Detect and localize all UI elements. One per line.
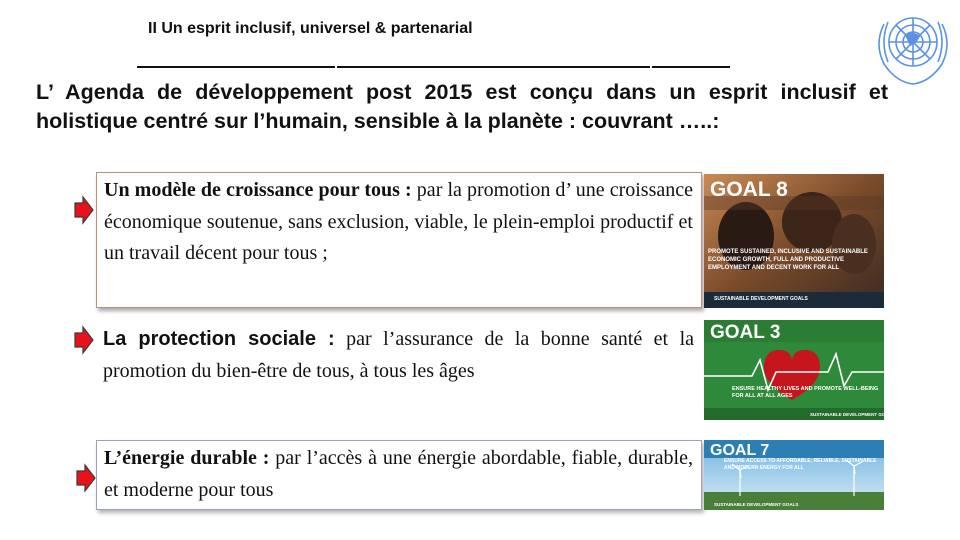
item-lead: L’énergie durable : (104, 447, 270, 469)
goal-title: GOAL 3 (710, 322, 781, 343)
list-item (96, 172, 702, 308)
section-title: II Un esprit inclusif, universel & partenarial (148, 20, 473, 37)
arrow-right-icon (76, 464, 96, 492)
sdg-goal-7-image (704, 440, 884, 510)
list-item (96, 440, 702, 510)
item-lead: La protection sociale : (103, 328, 335, 350)
goal-caption: ENSURE HEALTHY LIVES AND PROMOTE WELL-BEING FOR ALL AT ALL AGES (732, 386, 879, 399)
goal-title: GOAL 7 (710, 442, 770, 459)
goal-footer: SUSTAINABLE DEVELOPMENT GOALS (810, 412, 895, 417)
arrow-right-icon (74, 196, 94, 224)
un-emblem-icon (870, 2, 956, 88)
title-underline (137, 66, 335, 68)
sdg-goal-8-image (704, 174, 884, 308)
goal-caption: PROMOTE SUSTAINED, INCLUSIVE AND SUSTAINABLE ECONOMIC GROWTH, FULL AND PRODUCTIVE EMPLOYMENT AND DECENT WORK FOR ALL (708, 249, 868, 271)
slide-heading: L’ Agenda de développement post 2015 est conçu dans un esprit inclusif et holistique centré sur l’humain, sensible à la planète : couvrant …..: (36, 80, 888, 133)
list-item (96, 322, 702, 424)
item-text: par l’accès à une énergie abordable, fiable, durable, et moderne pour tous (104, 447, 693, 501)
goal-caption: ENSURE ACCESS TO AFFORDABLE, RELIABLE, SUSTAINABLE AND MODERN ENERGY FOR ALL (724, 458, 877, 471)
goal-title: GOAL 8 (710, 178, 788, 201)
item-lead: Un modèle de croissance pour tous : (104, 179, 412, 201)
goal-footer: SUSTAINABLE DEVELOPMENT GOALS (714, 296, 808, 302)
title-underline (652, 66, 730, 68)
item-text: par l’assurance de la bonne santé et la promotion du bien-être de tous, à tous les âges (103, 328, 694, 382)
item-text: par la promotion d’ une croissance économique soutenue, sans exclusion, viable, le plein-emploi productif et un travail décent pour tous ; (104, 179, 693, 264)
sdg-goal-3-image (704, 320, 895, 420)
arrow-right-icon (74, 326, 94, 354)
goal-footer: SUSTAINABLE DEVELOPMENT GOALS (714, 502, 799, 507)
title-underline (337, 66, 650, 68)
